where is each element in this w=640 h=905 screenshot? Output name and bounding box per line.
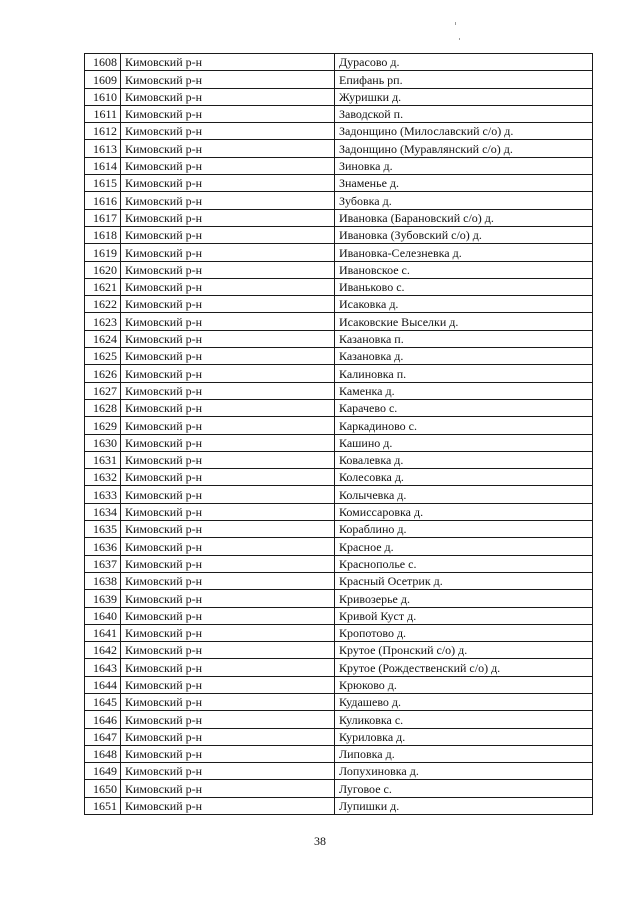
cell-district: Кимовский р-н <box>121 676 335 693</box>
cell-num: 1612 <box>85 123 121 140</box>
cell-place: Дурасово д. <box>335 54 593 71</box>
cell-district: Кимовский р-н <box>121 348 335 365</box>
table-row <box>85 209 593 226</box>
table-row <box>85 538 593 555</box>
cell-num: 1628 <box>85 399 121 416</box>
cell-district: Кимовский р-н <box>121 313 335 330</box>
cell-district: Кимовский р-н <box>121 123 335 140</box>
cell-district: Кимовский р-н <box>121 434 335 451</box>
cell-num: 1651 <box>85 797 121 814</box>
table-row <box>85 54 593 71</box>
table-row <box>85 399 593 416</box>
cell-place: Задонщино (Муравлянский с/о) д. <box>335 140 593 157</box>
cell-district: Кимовский р-н <box>121 607 335 624</box>
cell-num: 1625 <box>85 348 121 365</box>
cell-num: 1624 <box>85 330 121 347</box>
table-row <box>85 226 593 243</box>
scan-speck-top-2 <box>459 38 460 40</box>
cell-place: Ивановка (Барановский с/о) д. <box>335 209 593 226</box>
cell-num: 1637 <box>85 555 121 572</box>
cell-num: 1621 <box>85 278 121 295</box>
cell-place: Знаменье д. <box>335 175 593 192</box>
cell-district: Кимовский р-н <box>121 71 335 88</box>
cell-district: Кимовский р-н <box>121 503 335 520</box>
table-row <box>85 365 593 382</box>
cell-num: 1609 <box>85 71 121 88</box>
cell-place: Колесовка д. <box>335 469 593 486</box>
cell-district: Кимовский р-н <box>121 486 335 503</box>
cell-district: Кимовский р-н <box>121 763 335 780</box>
cell-place: Иваньково с. <box>335 278 593 295</box>
cell-district: Кимовский р-н <box>121 693 335 710</box>
cell-num: 1641 <box>85 624 121 641</box>
page-number: 38 <box>314 834 326 848</box>
cell-num: 1617 <box>85 209 121 226</box>
table-row <box>85 261 593 278</box>
table-row <box>85 780 593 797</box>
cell-district: Кимовский р-н <box>121 330 335 347</box>
cell-place: Крюково д. <box>335 676 593 693</box>
table-row <box>85 88 593 105</box>
cell-num: 1645 <box>85 693 121 710</box>
table-row <box>85 521 593 538</box>
cell-num: 1646 <box>85 711 121 728</box>
scan-speck-top <box>455 22 456 25</box>
table-row <box>85 572 593 589</box>
table-row <box>85 486 593 503</box>
cell-place: Каркадиново с. <box>335 417 593 434</box>
cell-place: Куриловка д. <box>335 728 593 745</box>
cell-place: Краснополье с. <box>335 555 593 572</box>
cell-district: Кимовский р-н <box>121 555 335 572</box>
cell-district: Кимовский р-н <box>121 140 335 157</box>
cell-num: 1639 <box>85 590 121 607</box>
cell-place: Кривой Куст д. <box>335 607 593 624</box>
cell-district: Кимовский р-н <box>121 209 335 226</box>
table-row <box>85 157 593 174</box>
cell-district: Кимовский р-н <box>121 157 335 174</box>
cell-place: Калиновка п. <box>335 365 593 382</box>
cell-place: Крутое (Рождественский с/о) д. <box>335 659 593 676</box>
cell-district: Кимовский р-н <box>121 175 335 192</box>
cell-num: 1644 <box>85 676 121 693</box>
cell-place: Красный Осетрик д. <box>335 572 593 589</box>
cell-place: Казановка д. <box>335 348 593 365</box>
cell-place: Куликовка с. <box>335 711 593 728</box>
cell-num: 1647 <box>85 728 121 745</box>
cell-num: 1649 <box>85 763 121 780</box>
cell-place: Каменка д. <box>335 382 593 399</box>
cell-place: Луговое с. <box>335 780 593 797</box>
cell-district: Кимовский р-н <box>121 244 335 261</box>
cell-num: 1650 <box>85 780 121 797</box>
cell-place: Казановка п. <box>335 330 593 347</box>
table-row <box>85 555 593 572</box>
cell-num: 1631 <box>85 451 121 468</box>
cell-num: 1613 <box>85 140 121 157</box>
cell-num: 1633 <box>85 486 121 503</box>
cell-place: Ивановское с. <box>335 261 593 278</box>
cell-district: Кимовский р-н <box>121 745 335 762</box>
table-row <box>85 451 593 468</box>
cell-district: Кимовский р-н <box>121 382 335 399</box>
table-row <box>85 313 593 330</box>
cell-place: Кудашево д. <box>335 693 593 710</box>
cell-num: 1640 <box>85 607 121 624</box>
cell-district: Кимовский р-н <box>121 572 335 589</box>
cell-district: Кимовский р-н <box>121 659 335 676</box>
table-row <box>85 192 593 209</box>
cell-district: Кимовский р-н <box>121 538 335 555</box>
cell-num: 1610 <box>85 88 121 105</box>
cell-num: 1622 <box>85 296 121 313</box>
cell-place: Кашино д. <box>335 434 593 451</box>
cell-district: Кимовский р-н <box>121 105 335 122</box>
cell-district: Кимовский р-н <box>121 226 335 243</box>
cell-place: Ивановка (Зубовский с/о) д. <box>335 226 593 243</box>
cell-num: 1618 <box>85 226 121 243</box>
table-row <box>85 797 593 814</box>
cell-place: Кораблино д. <box>335 521 593 538</box>
cell-district: Кимовский р-н <box>121 797 335 814</box>
cell-district: Кимовский р-н <box>121 417 335 434</box>
cell-num: 1638 <box>85 572 121 589</box>
cell-district: Кимовский р-н <box>121 365 335 382</box>
cell-district: Кимовский р-н <box>121 711 335 728</box>
cell-place: Ковалевка д. <box>335 451 593 468</box>
table-row <box>85 434 593 451</box>
cell-district: Кимовский р-н <box>121 192 335 209</box>
cell-num: 1626 <box>85 365 121 382</box>
cell-place: Красное д. <box>335 538 593 555</box>
table-row <box>85 348 593 365</box>
cell-place: Липовка д. <box>335 745 593 762</box>
cell-place: Зиновка д. <box>335 157 593 174</box>
cell-num: 1620 <box>85 261 121 278</box>
cell-place: Ивановка-Селезневка д. <box>335 244 593 261</box>
cell-place: Журишки д. <box>335 88 593 105</box>
cell-place: Лупишки д. <box>335 797 593 814</box>
cell-place: Карачево с. <box>335 399 593 416</box>
cell-district: Кимовский р-н <box>121 780 335 797</box>
cell-num: 1629 <box>85 417 121 434</box>
table-row <box>85 140 593 157</box>
cell-district: Кимовский р-н <box>121 278 335 295</box>
cell-num: 1623 <box>85 313 121 330</box>
cell-district: Кимовский р-н <box>121 469 335 486</box>
cell-num: 1627 <box>85 382 121 399</box>
settlements-table-body <box>85 54 593 815</box>
cell-place: Зубовка д. <box>335 192 593 209</box>
cell-num: 1642 <box>85 642 121 659</box>
cell-place: Крутое (Пронский с/о) д. <box>335 642 593 659</box>
cell-district: Кимовский р-н <box>121 399 335 416</box>
cell-num: 1616 <box>85 192 121 209</box>
table-row <box>85 624 593 641</box>
cell-place: Колычевка д. <box>335 486 593 503</box>
table-row <box>85 745 593 762</box>
table-row <box>85 123 593 140</box>
table-row <box>85 642 593 659</box>
cell-place: Исаковка д. <box>335 296 593 313</box>
cell-district: Кимовский р-н <box>121 88 335 105</box>
cell-num: 1611 <box>85 105 121 122</box>
cell-num: 1608 <box>85 54 121 71</box>
table-row <box>85 244 593 261</box>
settlements-table <box>84 53 593 815</box>
cell-district: Кимовский р-н <box>121 642 335 659</box>
cell-district: Кимовский р-н <box>121 296 335 313</box>
cell-place: Задонщино (Милославский с/о) д. <box>335 123 593 140</box>
table-row <box>85 676 593 693</box>
cell-place: Кривозерье д. <box>335 590 593 607</box>
cell-place: Заводской п. <box>335 105 593 122</box>
cell-district: Кимовский р-н <box>121 624 335 641</box>
table-row <box>85 469 593 486</box>
cell-place: Комиссаровка д. <box>335 503 593 520</box>
cell-district: Кимовский р-н <box>121 590 335 607</box>
cell-num: 1634 <box>85 503 121 520</box>
cell-district: Кимовский р-н <box>121 261 335 278</box>
table-row <box>85 659 593 676</box>
cell-place: Лопухиновка д. <box>335 763 593 780</box>
cell-place: Кропотово д. <box>335 624 593 641</box>
table-row <box>85 330 593 347</box>
table-row <box>85 728 593 745</box>
table-row <box>85 607 593 624</box>
cell-num: 1636 <box>85 538 121 555</box>
table-row <box>85 503 593 520</box>
table-row <box>85 693 593 710</box>
cell-district: Кимовский р-н <box>121 521 335 538</box>
cell-num: 1630 <box>85 434 121 451</box>
table-row <box>85 417 593 434</box>
table-row <box>85 278 593 295</box>
cell-num: 1635 <box>85 521 121 538</box>
cell-place: Епифань рп. <box>335 71 593 88</box>
cell-num: 1614 <box>85 157 121 174</box>
table-row <box>85 71 593 88</box>
cell-num: 1632 <box>85 469 121 486</box>
cell-num: 1643 <box>85 659 121 676</box>
table-row <box>85 175 593 192</box>
table-row <box>85 296 593 313</box>
table-row <box>85 763 593 780</box>
cell-district: Кимовский р-н <box>121 451 335 468</box>
cell-district: Кимовский р-н <box>121 54 335 71</box>
cell-num: 1648 <box>85 745 121 762</box>
cell-district: Кимовский р-н <box>121 728 335 745</box>
cell-num: 1615 <box>85 175 121 192</box>
table-row <box>85 382 593 399</box>
table-row <box>85 711 593 728</box>
table-row <box>85 590 593 607</box>
cell-num: 1619 <box>85 244 121 261</box>
table-row <box>85 105 593 122</box>
cell-place: Исаковские Выселки д. <box>335 313 593 330</box>
